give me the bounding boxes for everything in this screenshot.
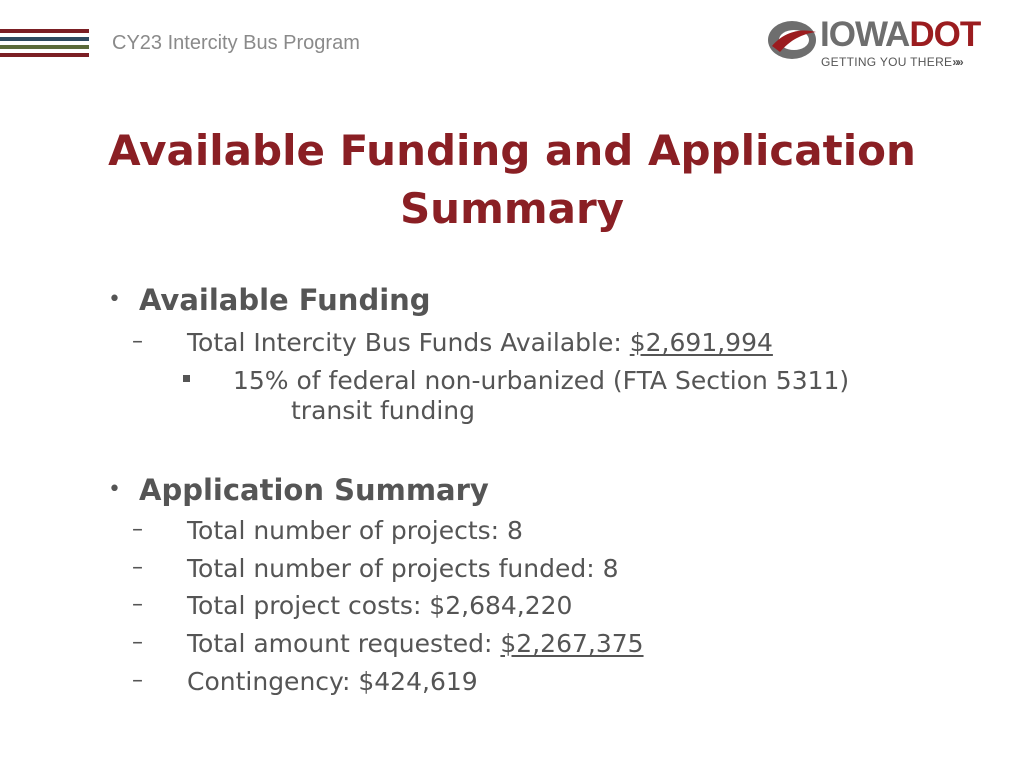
summary-item-contingency: Contingency: $424,619: [187, 667, 478, 696]
stripe-4: [0, 53, 89, 57]
stripe-1: [0, 29, 89, 33]
summary-item-project-costs: Total project costs: $2,684,220: [187, 591, 573, 620]
summary-item-dash: –: [132, 517, 143, 542]
logo-word-iowa: IOWA: [820, 15, 910, 54]
stripe-2: [0, 37, 89, 41]
summary-item-dash: –: [132, 555, 143, 580]
bullet-available-funding: •: [108, 287, 121, 312]
swoosh-icon: [766, 18, 818, 62]
slide-title: [60, 122, 964, 238]
funding-source-line-2: transit funding: [291, 396, 475, 425]
funds-available-item: [187, 328, 773, 358]
iowa-dot-logo: [766, 16, 998, 74]
program-name: CY23 Intercity Bus Program: [112, 32, 360, 54]
square-bullet-funding-source: [183, 375, 190, 382]
funds-available-label: Total Intercity Bus Funds Available:: [187, 328, 630, 357]
summary-item-dash: –: [132, 630, 143, 655]
heading-application-summary: Application Summary: [139, 473, 489, 507]
amount-requested-value: $2,267,375: [500, 629, 644, 658]
summary-item-total-projects: Total number of projects: 8: [187, 516, 523, 545]
logo-tagline-text: GETTING YOU THERE: [821, 55, 953, 69]
header-stripes: [0, 29, 89, 61]
summary-item-amount-requested: [187, 629, 644, 659]
slide-title-line-2: Summary: [399, 184, 625, 233]
funding-source-line-1: 15% of federal non-urbanized (FTA Section 5311): [233, 366, 850, 395]
heading-available-funding: Available Funding: [139, 283, 431, 317]
slide-title-line-1: Available Funding and Application: [108, 126, 916, 175]
logo-word-dot: DOT: [909, 15, 981, 54]
summary-item-projects-funded: Total number of projects funded: 8: [187, 554, 619, 583]
funds-available-value: $2,691,994: [629, 328, 773, 357]
bullet-application-summary: •: [108, 477, 121, 502]
stripe-3: [0, 45, 89, 49]
tagline-chevron-icon: »»: [952, 55, 962, 69]
logo-wordmark: [820, 17, 980, 52]
amount-requested-label: Total amount requested:: [187, 629, 501, 658]
summary-item-dash: –: [132, 592, 143, 617]
summary-item-dash: –: [132, 668, 143, 693]
logo-tagline: [821, 55, 962, 69]
dash-funds-available: –: [132, 329, 143, 354]
